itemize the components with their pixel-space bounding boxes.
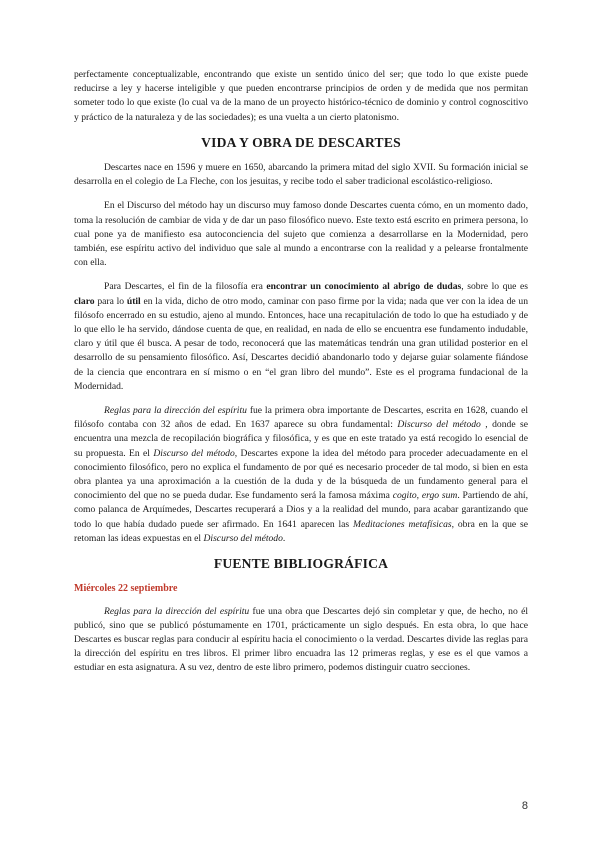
italic-title: Meditaciones metafísicas (352, 518, 452, 530)
text-run: , obra en la que se retoman las ideas expuestas en el (74, 518, 528, 544)
paragraph-discurso: En el Discurso del método hay un discurso muy famoso donde Descartes cuenta cómo, en un momento dado, toma la resolución de cambiar de vida y de dar un paso filosófico nuevo. Este texto está escrito en primera persona, lo cual pone ya de manifiesto esa autoconciencia del sujeto que comienza a desarrollarse en la Modernidad, pero también, ese espíritu activo del individuo que sale al mundo a encontrarse con la realidad y a pelearse frontalmente con ella. (74, 200, 528, 269)
text-run: , donde se encuentra una mezcla de recopilación biográfica y filosófica, y es que en este tratado ya está recogido lo esencial de su propuesta. En el (74, 419, 529, 459)
italic-title: Discurso del método (203, 532, 283, 544)
bold-word-util: útil (126, 295, 141, 307)
paragraph-obras (74, 404, 528, 546)
italic-title: Reglas para la dirección del espíritu (104, 405, 247, 417)
text-run: , sobre lo que es (461, 281, 528, 293)
italic-phrase: cogito, ergo sum (392, 490, 458, 502)
date-label: Miércoles 22 septiembre (74, 583, 178, 595)
italic-title: Discurso del método, (153, 447, 238, 459)
text-run: . (282, 532, 286, 544)
heading-vida-obra: VIDA Y OBRA DE DESCARTES (201, 134, 401, 150)
bold-word-claro: claro (74, 295, 95, 307)
paragraph-fin-filosofia (74, 280, 528, 394)
italic-title: Discurso del método (397, 419, 481, 431)
italic-title: Reglas para la dirección del espíritu (104, 605, 250, 617)
heading-fuente: FUENTE BIBLIOGRÁFICA (213, 556, 389, 572)
text-run: fue una obra que Descartes dejó sin completar y que, de hecho, no él publicó, sino que se publicó póstumamente en 1701, prácticamente un siglo después. En esta obra, lo que hace Descartes es buscar reglas para conducir al espíritu hacia el conocimiento o la verdad. Descartes divide las reglas para la dirección del espíritu en tres libros. El primer libro encuadra las 12 primeras reglas, y ese es el que vamos a estudiar en esta asignatura. A su vez, dentro de este libro primero, podemos distinguir cuatro secciones. (74, 605, 528, 674)
text-run: para lo (94, 295, 127, 307)
text-run: . Partiendo de ahí, como palanca de Arquímedes, Descartes recuperará a Dios y a la realidad del mundo, para acabar garantizando que todo lo que había dudado puede ser afirmado. En 1641 aparecen las (74, 490, 528, 530)
text-run: fue la primera obra importante de Descartes, escrita en 1628, cuando el filósofo contaba con 32 años de edad. En 1637 aparece su obra fundamental: (74, 405, 529, 431)
text-run: Para Descartes, el fin de la filosofía era (104, 281, 267, 293)
paragraph-nacimiento: Descartes nace en 1596 y muere en 1650, abarcando la primera mitad del siglo XVII. Su formación inicial se desarrolla en el colegio de La Fleche, con los jesuitas, y recibe todo el saber tradicional escolástico-religioso. (74, 162, 528, 188)
paragraph-intro: perfectamente conceptualizable, encontrando que existe un sentido único del ser; que todo lo que existe puede reducirse a ley y hacerse inteligible y que pueden encontrarse principios de orden y de medida que nos permitan someter todo lo que existe (lo cual va de la mano de un proyecto histórico-técnico de dominio y control cognoscitivo y práctico de la naturaleza y de las sociedades); es una vuelta a un cierto platonismo. (74, 69, 528, 123)
paragraph-reglas (74, 605, 528, 676)
text-run: Descartes expone la idea del método para proceder adecuadamente en el conocimiento filosófico, pero no explica el fundamento de por qué es necesario proceder de tal modo, si bien en esta obra plantea ya una aproximación a la cuestión de la duda y de la búsqueda de un fundamento general para el conocimiento del que no se pueda dudar. Ese fundamento será la famosa máxima (74, 447, 528, 502)
text-run: en la vida, dicho de otro modo, caminar con paso firme por la vida; nada que ver con la idea de un filósofo encerrado en su estudio, ajeno al mundo. Entonces, hace una recapitulación de todo lo que ha estudiado y de lo que ello le ha servido, dándose cuenta de que, en realidad, en nada de ello se encuentra ese fundamento indudable, claro y útil que él busca. A pesar de todo, reconocerá que las matemáticas tendrán una gran utilidad posterior en el desarrollo de su pensamiento filosófico. Así, Descartes decidió abandonarlo todo y dejarse guiar solamente fiándose de la ciencia que encontrara en sí mismo o en “el gran libro del mundo”. Este es el programa fundacional de la Modernidad. (74, 295, 528, 392)
document-page (74, 68, 528, 686)
page-number: 8 (521, 800, 528, 812)
bold-phrase: encontrar un conocimiento al abrigo de dudas (266, 281, 462, 293)
